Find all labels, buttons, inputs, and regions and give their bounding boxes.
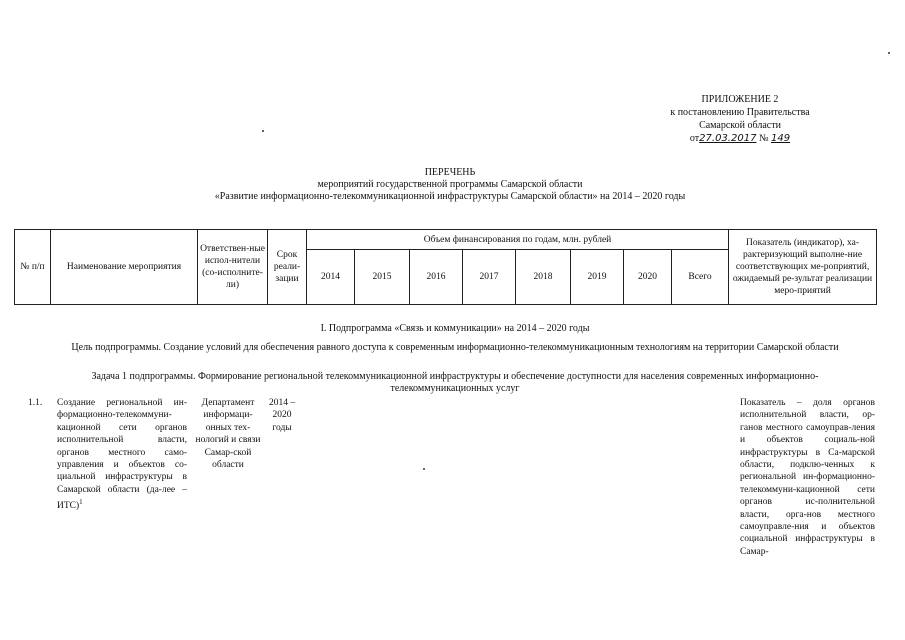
scan-speck (888, 52, 890, 54)
handwritten-date: 27.03.2017 (699, 133, 757, 144)
header-year: 2014 (307, 250, 355, 305)
title-line-1: мероприятий государственной программы Самарской области (317, 179, 583, 190)
title-line-2: «Развитие информационно-телекоммуникационной инфраструктуры Самарской области» на 2014 – 2020 годы (214, 191, 686, 202)
scan-speck (262, 130, 264, 132)
document-title (100, 167, 800, 203)
header-financing: Объем финансирования по годам, млн. рублей (307, 230, 729, 250)
handwritten-number: 149 (770, 133, 791, 144)
scan-speck (423, 468, 425, 470)
header-responsible: Ответствен-ные испол-нители (со-исполните-ли) (198, 230, 268, 305)
header-table (14, 229, 877, 305)
row-name (57, 397, 187, 513)
header-name: Наименование мероприятия (51, 230, 198, 305)
row-name-text: Создание региональной ин-формационно-телекоммуни-кационной сети органов исполнительной власти, органов местного само-управления и объектов со-циальной инфраструктуры в Самарской области (да-лее – ИТС) (57, 398, 187, 512)
header-year: 2015 (355, 250, 410, 305)
header-total: Всего (672, 250, 729, 305)
section-heading: I. Подпрограмма «Связь и коммуникации» на 2014 – 2020 годы (320, 323, 590, 334)
task-text: Задача 1 подпрограммы. Формирование региональной телекоммуникационной инфраструктуры и обеспечение доступности для населения современных информационно-телекоммуникационных услуг (91, 371, 819, 394)
header-term: Срок реали-зации (268, 230, 307, 305)
row-indicator: Показатель – доля органов исполнительной власти, ор-ганов местного самоуправ-ления и объектов социаль-ной инфраструктуры в Са-марской области, подклю-ченных к региональной ин-формационно-телекоммуни-кационной сети органов ис-полнительной власти, орга-нов местного самоуправле-ния и объектов социальной инфраструктуры в Самар- (740, 398, 875, 557)
header-year: 2020 (624, 250, 672, 305)
appendix-block (640, 93, 840, 145)
appendix-date-line (640, 132, 840, 145)
appendix-line-2: Самарской области (699, 120, 781, 131)
appendix-title: ПРИЛОЖЕНИЕ 2 (701, 94, 779, 105)
header-year: 2019 (571, 250, 624, 305)
header-year: 2016 (410, 250, 463, 305)
row-term: 2014 – 2020 годы (268, 398, 296, 433)
date-prefix: от (689, 133, 700, 144)
header-indicator: Показатель (индикатор), ха-рактеризующий выполне-ние соответствующих ме-роприятий, ожидаемый ре-зультат реализации меро-приятий (729, 230, 877, 305)
appendix-line-1: к постановлению Правительства (670, 107, 810, 118)
title-heading: ПЕРЕЧЕНЬ (424, 167, 476, 178)
header-year: 2018 (516, 250, 571, 305)
header-year: 2017 (463, 250, 516, 305)
row-number: 1.1. (28, 398, 43, 408)
header-num: № п/п (15, 230, 51, 305)
footnote-marker: 1 (79, 498, 83, 507)
row-responsible: Департамент информаци-онных тех-нологий и связи Самар-ской области (195, 398, 261, 471)
goal-text: Цель подпрограммы. Создание условий для обеспечения равного доступа к современным информационно-телекоммуникационным технологиям на территории Самарской области (71, 342, 839, 353)
number-prefix: № (756, 133, 771, 144)
